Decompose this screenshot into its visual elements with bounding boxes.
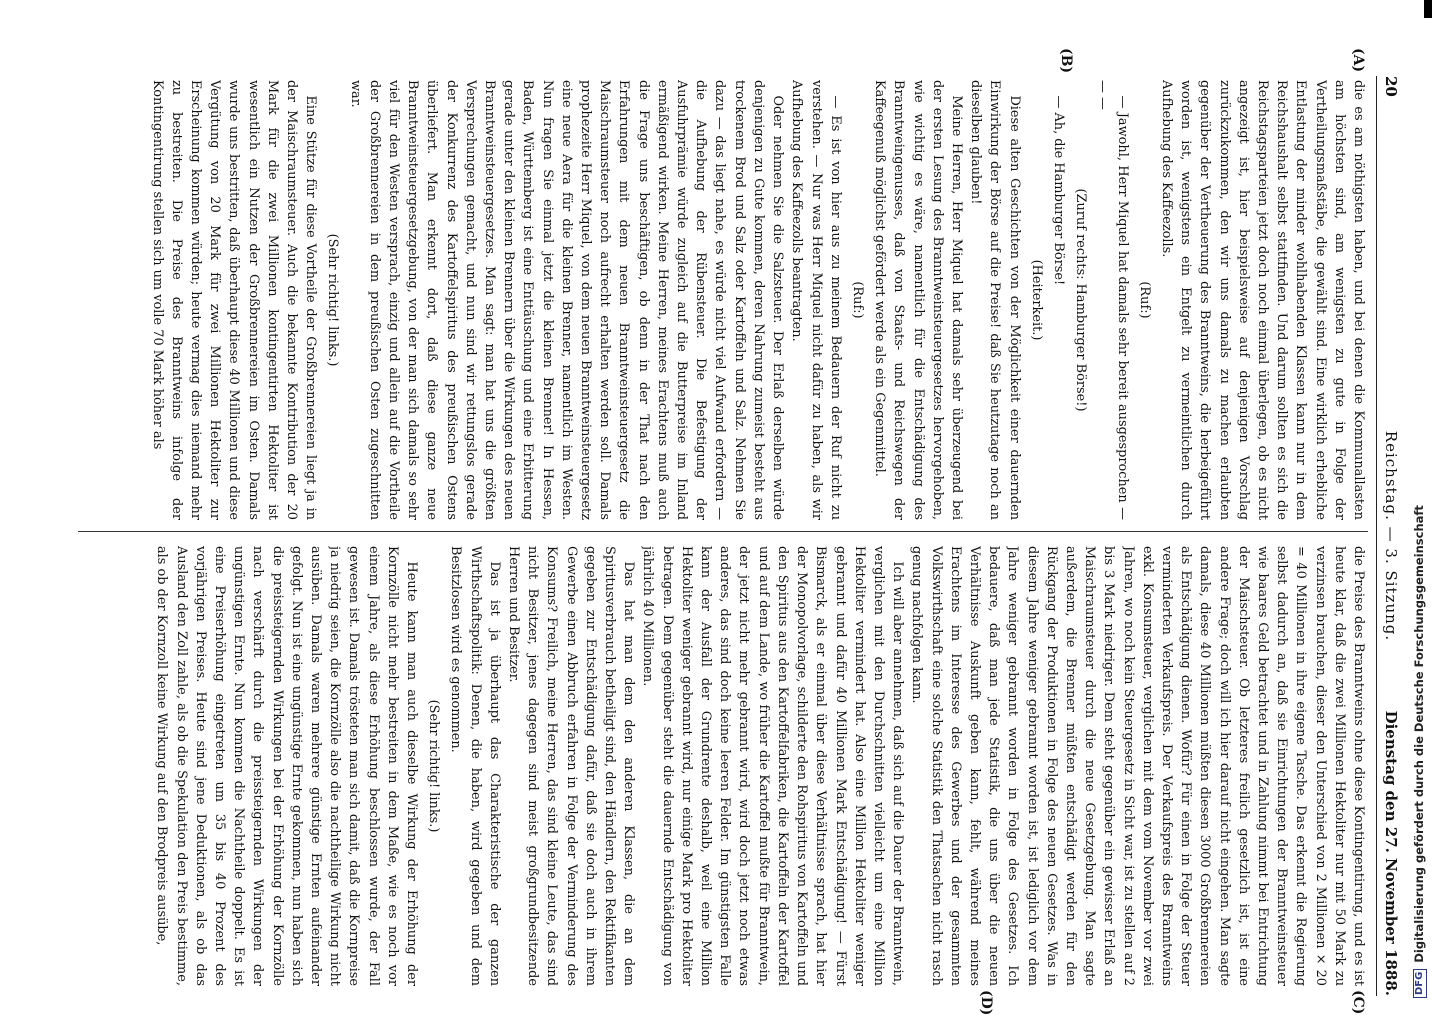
column-divider [78, 531, 1368, 532]
header-rule [1376, 76, 1377, 996]
paragraph: — Jawohl, Herr Miquel hat damals sehr bereit ausgesprochen — — — [1095, 80, 1130, 520]
paragraph: Ich will aber annehmen, daß sich auf die Dauer der Branntwein, verglichen mit den Durchschnitten vielleicht um eine Million Hektoliter vermindert hat. Also eine Million Hektoliter weniger gebrannt und dafür 40 Millionen Mark Entschädigung! — Fürst Bismarck, als er einmal über diese Verhältnisse sprach, hat hier der Monopolvorlage, schilderte den Rohspiritus von Kartoffeln und den Spiritus aus den Kartoffelfabriken, die Kartoffeln der Kartoffel und auf dem Lande, wo früher die Kartoffel mußte für Branntwein, der jetzt nicht mehr gebrannt wird, wird doch jetzt noch etwas anderes, das sind doch keine leeren Felder. Im günstigsten Falle kann der Ausfall der Grundrente deshalb, weil eine Million Hektoliter weniger gebrannt wird, nur einige Mark pro Hektoliter betragen. Dem gegenüber steht die dauernde Entschädigung von jährlich 40 Millionen. [640, 546, 906, 986]
paragraph: die Preise des Branntweins ohne diese Kontingentirung, und es ist heute klar, daß die zwei Millionen Hektoliter nur mit 50 Mark zu verzinsen brauchen, dieser den Unterschied von 2 Millionen × 20 = 40 Millionen in ihre eigene Tasche. Das erkennt die Regierung selbst dadurch an, daß sie Einrichtungen der Branntweinsteuer wie baares Geld betrachtet und in Zahlung nimmt bei Entrichtung der Maischsteuer. Ob letzteres freilich gesetzlich ist, ist eine andere Frage; doch will ich hier darauf nicht eingehen. Man sagte damals, diese 40 Millionen müßten diesen 3000 Großbrennereien als Entschädigung dienen. Wofür? Für einen in Folge der Steuer verminderten Verkaufspreis. Der Verkaufspreis des Branntweins exkl. Konsumsteuer, verglichen mit dem vom November vor zwei Jahren, wo noch kein Steuergesetz in Sicht war, ist zu stellen auf 2 bis 3 Mark niedriger. Dem steht gegenüber ein gewisser Erlaß an Maischraumsteuer durch die neue Gesetzgebung. Man sagte außerdem, die Brenner müßten entschädigt werden für den Rückgang der Produktionen in Folge des neuen Gesetzes. Was in diesem Jahre weniger gebrannt worden ist, ist lediglich vor dem Jahre weniger gebrannt worden in Folge des Gesetzes. Ich bedauere, daß man jede Statistik, die uns über die neuen Verhältnisse Auskunft geben kann, fehlt, während meines Erachtens im Interesse des Gewerbes und der gesammten Volkswirthschaft eine solche Statistik den Thatsachen nicht rasch genug nachfolgen kann. [909, 546, 1366, 986]
paragraph: Oder nehmen Sie die Salzsteuer. Der Erlaß derselben würde denjenigen zu Gute kommen, deren Nahrung zumeist besteht aus trockenem Brod und Salz oder Kartoffeln und Salz. Nehmen Sie dazu — das liegt nahe, es würde nicht viel Aufwand erfordern — die Aufhebung der Rübensteuer. Die Befestigung der Ausfuhrprämie würde zugleich auf die Butterpreise im Inland ermäßigend wirken. Meine Herren, meines Erachtens muß auch die Frage uns beschäftigen, ob denn in der That nach den Erfahrungen mit dem neuen Branntweinsteuergesetz die Maischraumsteuer noch aufrecht erhalten werden soll. Damals prophezeite Herr Miquel, von dem neuen Branntweinsteuergesetz eine neue Aera für die kleinen Brenner, namentlich im Westen. Nun fragen Sie einmal jetzt die kleinen Brenner! In Hessen, Baden, Württemberg ist eine Enttäuschung und eine Erbitterung gerade unter den kleinen Brennern über die Wirkungen des neuen Branntweinsteuergesetzes. Man sagt: man hat uns die größten Versprechungen gemacht, und nun sind wir rettungslos gerade der Konkurrenz des Kartoffelspiritus des preußischen Ostens überliefert. Man erkennt dort, daß diese ganze neue Branntweinsteuergesetzgebung, von der man sich damals so sehr viel für den Westen versprach, einzig und allein auf die Vortheile der Großbrennereien in dem preußischen Osten zugeschnitten war. [347, 80, 786, 520]
left-column [78, 80, 1368, 520]
digitization-footer [1408, 0, 1430, 998]
right-column [78, 546, 1368, 986]
rotated-page [72, 48, 1404, 1015]
page-number: 20 [1382, 76, 1400, 97]
paragraph: — Es ist von hier aus zu meinem Bedauern der Ruf nicht zu verstehen. — Nur was Herr Miquel nicht dafür zu haben, als wir Aufhebung des Kaffeezolls beantragten. [789, 80, 843, 520]
paragraph: die es am nöthigsten haben, und bei denen die Kommunallasten am höchsten sind, am wenigsten zu gute in Folge der Vertheilungsmaßstäbe, die gewählt sind. Eine wirklich erhebliche Entlastung der minder wohlhabenden Klassen kann nur in dem Reichshaushalt selbst stattfinden. Und darum sollten es sich die Reichstagsparteien jetzt doch noch einmal überlegen, ob es nicht angezeigt ist, hier beispielsweise auf denjenigen Vorschlag zurückzukommen, den wir uns damals zu machen erlaubten gegenüber der Vertheuerung des Branntweins, die herbeigeführt worden ist, wenigstens ein Entgelt zu vermeintlichen durch Aufhebung des Kaffeezolls. [1158, 80, 1366, 520]
paragraph: — Ah, die Hamburger Börse! [1050, 95, 1066, 286]
paragraph: Das ist ja überhaupt das Charakteristische der ganzen Wirthschaftspolitik: Denen, die haben, wird gegeben und dem Besitzlosen wird es genommen. [448, 546, 502, 986]
margin-marker-d: (D) [978, 990, 994, 1015]
header-date: Dienstag den 27. November 1888. [1382, 710, 1400, 996]
interjection: (Ruf:) [1136, 281, 1152, 319]
paragraph: Eine Stütze für diese Vortheile der Großbrennereien liegt ja in der Maischraumsteuer. Auch die bekannte Kontribution der 20 Mark für die zwei Millionen kontingentirten Hektoliter ist wesentlich ein Nutzen der Großbrennereien im Osten. Damals wurde uns bestritten, daß überhaupt diese 40 Millionen und diese Vergütung von 20 Mark für zwei Millionen Hektoliter zur Erscheinung kommen würden; heute vermag dies niemand mehr zu bestreiten. Die Preise des Branntweins infolge der Kontingentirung stellen sich um volle 70 Mark höher als [149, 80, 319, 520]
footer-text: Digitalisierung gefördert durch die Deutsche Forschungsgemeinschaft [1412, 505, 1426, 963]
interjection: (Ruf:) [849, 281, 865, 319]
paragraph: Das hat man dem den anderen Klassen, die an dem Spiritusverbrauch betheiligt sind, den Händlern, den Rektifikanten gegeben zur Entschädigung dafür, daß sie doch auch in ihrem Gewerbe einen Abbruch erfahren in Folge der Verminderung des Konsums? Freilich, meine Herren, das sind kleine Leute, das sind nicht Besitzer, jenes dagegen sind meist großgrundbesitzende Herren und Besitzer. [506, 546, 637, 986]
paragraph: Heute kann man auch dieselbe Wirkung der Erhöhung der Kornzölle nicht mehr bestreiten in dem Maße, wie es noch vor einem Jahre, als diese Erhöhung beschlossen wurde, der Fall gewesen ist. Damals trösteten man sich damit, daß die Kornpreise ja niedrig seien, die Kornzölle also die nachtheilige Wirkung nicht ausüben. Damals waren mehrere günstige Ernten aufeinander gefolgt. Nun ist eine ungünstige Ernte gekommen, nun haben sich die preissteigernden Wirkungen bei der Erhöhung der Kornzölle nach verschärft durch die preissteigernden Wirkungen der ungünstigen Ernte. Nun kommen die Nachtheile doppelt. Es ist eine Preiserhöhung eingetreten um 35 bis 40 Prozent des vorjährigen Preises. Heute sind jene Deduktionen, als ob das Ausland den Zoll zahle, als ob die Spekulation den Preis bestimme, als ob der Kornzoll keine Wirkung auf den Brodpreis ausübe, [154, 546, 420, 986]
dfg-logo: DFG [1413, 969, 1427, 998]
interjection: (Zuruf rechts: Hamburger Börse!) [1073, 188, 1089, 412]
interjection: (Sehr richtig! links.) [325, 233, 341, 367]
margin-marker-c: (C) [1350, 990, 1366, 1015]
running-title: Reichstag. — 3. Sitzung. [1382, 430, 1400, 642]
interjection: (Sehr richtig! links.) [426, 699, 442, 833]
margin-marker-a: (A) [1350, 48, 1366, 73]
page-header [1380, 76, 1402, 996]
margin-marker-b: (B) [1058, 48, 1074, 74]
paragraph: Diese alten Geschichten von der Möglichkeit einer dauernden Einwirkung der Börse auf die Preise! daß Sie heutzutage noch an dieselben glauben! [968, 80, 1022, 520]
interjection: (Heiterkeit.) [1028, 259, 1044, 341]
paragraph: Meine Herren, Herr Miquel hat damals sehr überzeugend bei der ersten Lesung des Branntweinsteuergesetzes hervorgehoben, wie wichtig es wäre, namentlich für die Entschädigung des Branntweingenusses, daß von Staats- und Reichswegen der Kaffeegenuß möglichst gefördert werde als ein Gegenmittel. [872, 80, 964, 520]
